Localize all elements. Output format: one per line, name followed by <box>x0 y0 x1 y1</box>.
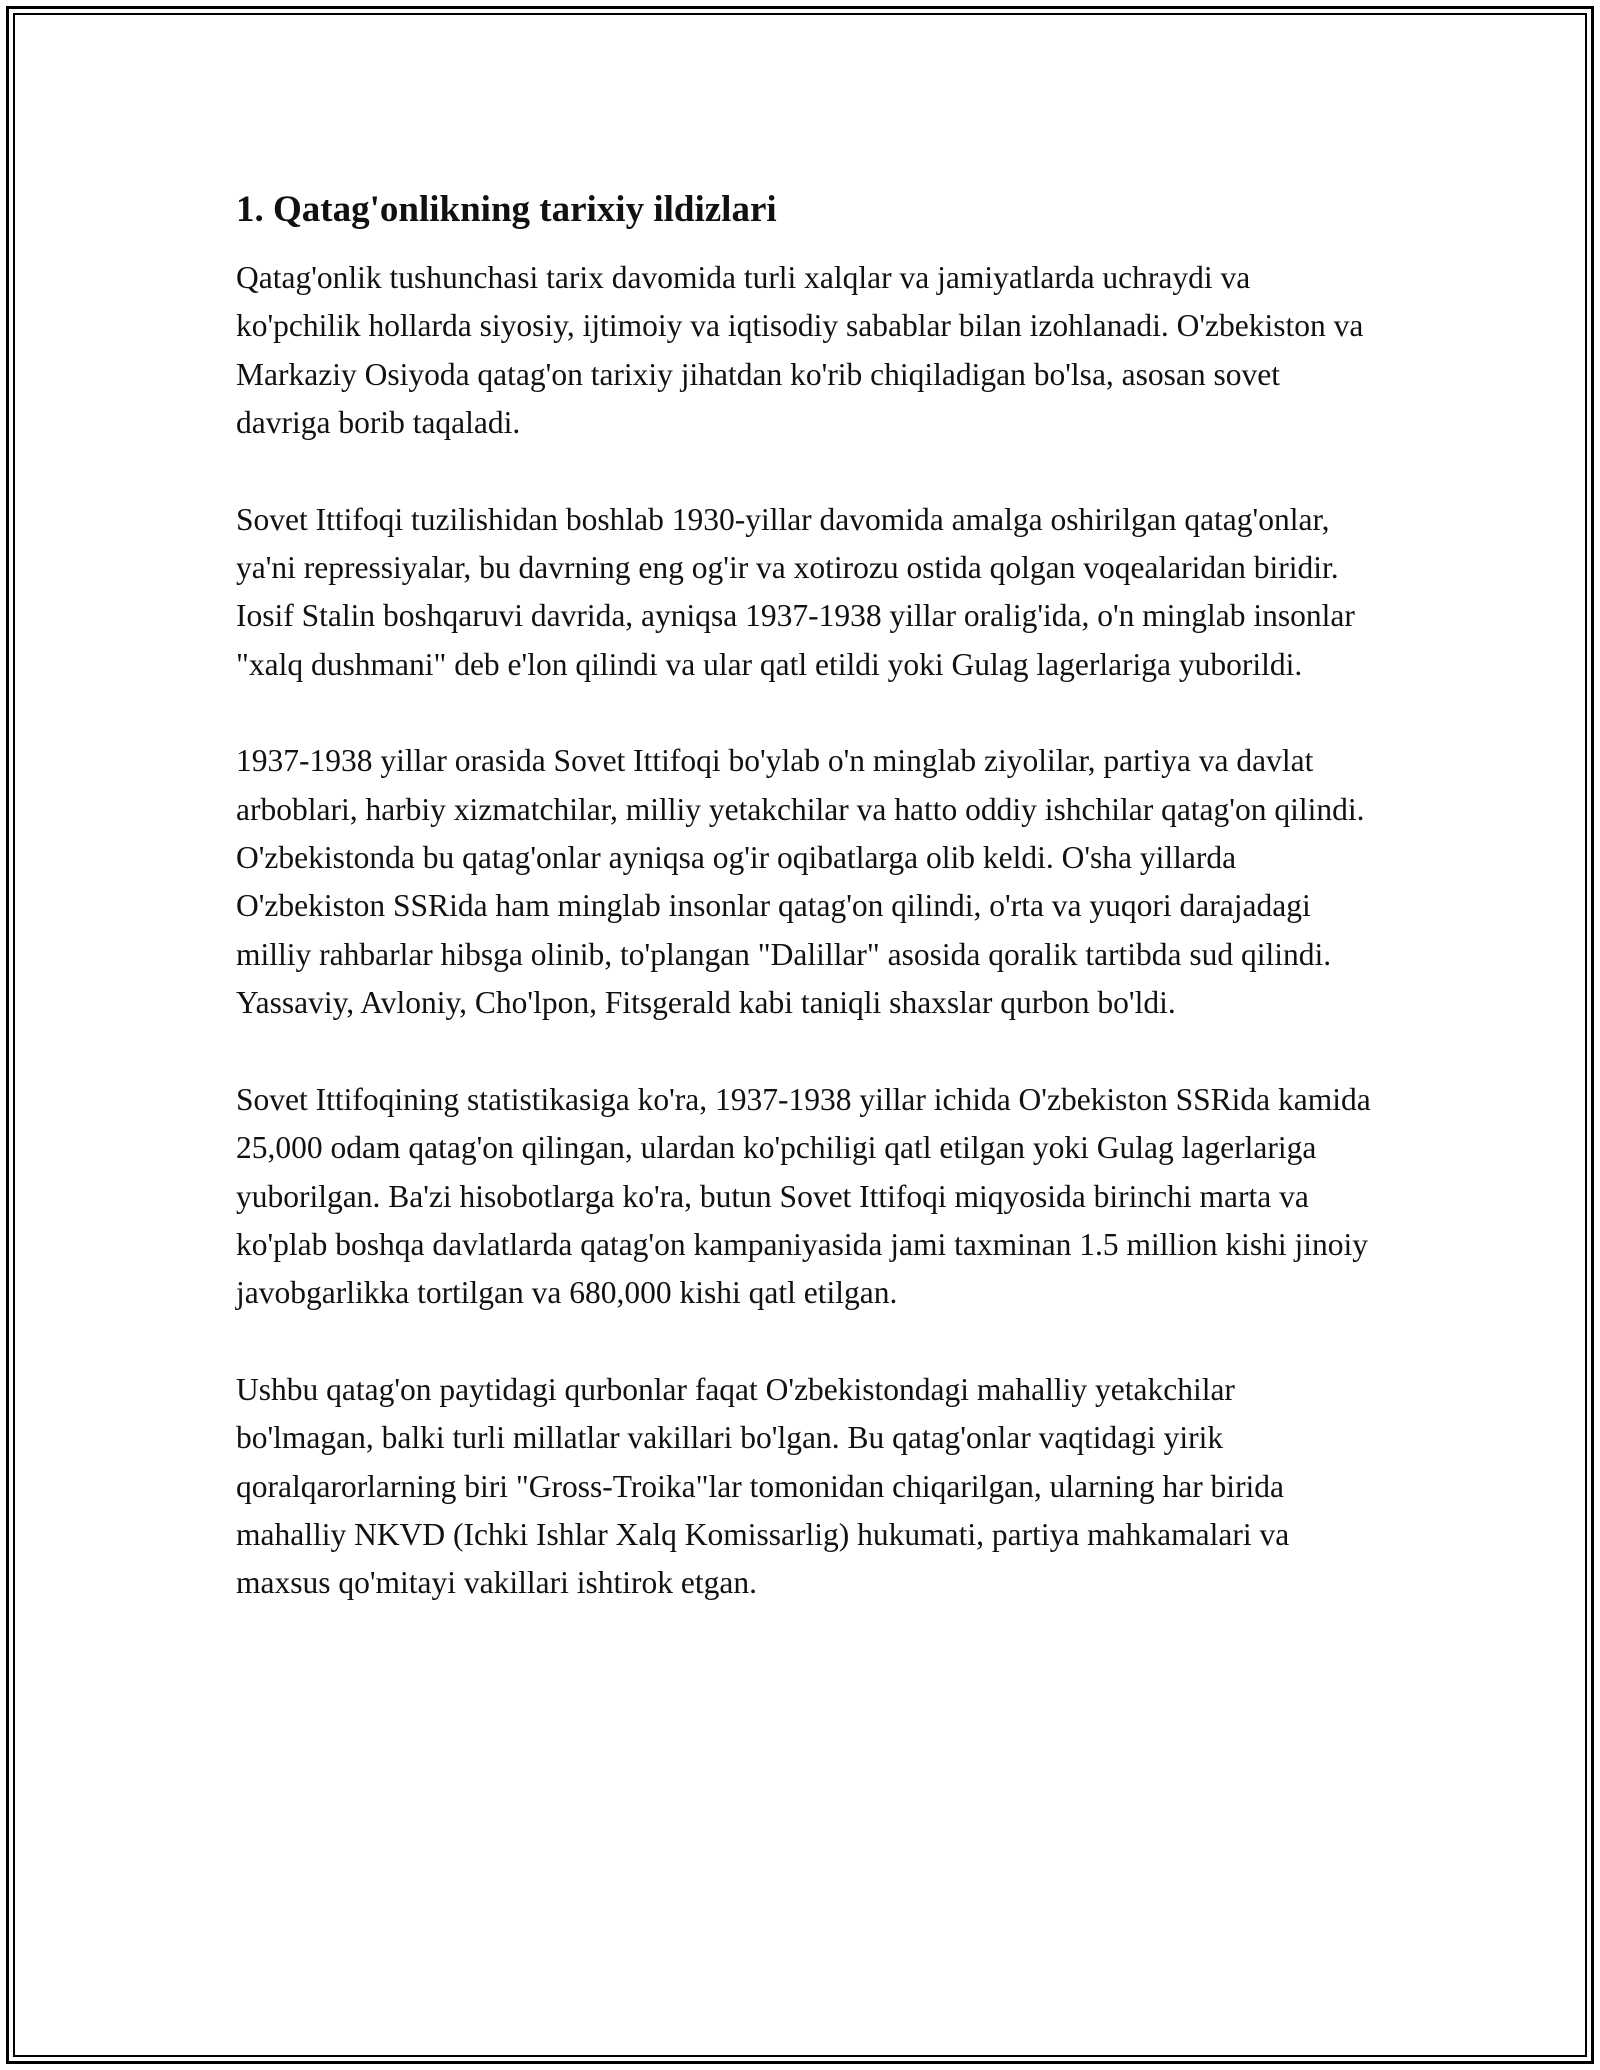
section-heading: 1. Qatag'onlikning tarixiy ildizlari <box>236 189 777 230</box>
paragraph-2: Sovet Ittifoqi tuzilishidan boshlab 1930-yillar davomida amalga oshirilgan qatag'onlar, ya'ni repressiyalar, bu davrning eng og'ir va xotirozu ostida qolgan voqealaridan biridir. Iosif Stalin boshqaruvi davrida, ayniqsa 1937-1938 yillar oralig'ida, o'n minglab insonlar "xalq dushmani" deb e'lon qilindi va ular qatl etildi yoki Gulag lagerlariga yuborildi. <box>236 501 1355 682</box>
paragraph-4: Sovet Ittifoqining statistikasiga ko'ra, 1937-1938 yillar ichida O'zbekiston SSRida kamida 25,000 odam qatag'on qilingan, ulardan ko'pchiligi qatl etilgan yoki Gulag lagerlariga yuborilgan. Ba'zi hisobotlarga ko'ra, butun Sovet Ittifoqi miqyosida birinchi marta va ko'plab boshqa davlatlarda qatag'on kampaniyasida jami taxminan 1.5 million kishi jinoiy javobgarlikka tortilgan va 680,000 kishi qatl etilgan. <box>236 1081 1371 1311</box>
paragraph-3: 1937-1938 yillar orasida Sovet Ittifoqi bo'ylab o'n minglab ziyolilar, partiya va davlat arboblari, harbiy xizmatchilar, milliy yetakchilar va hatto oddiy ishchilar qatag'on qilindi. O'zbekistonda bu qatag'onlar ayniqsa og'ir oqibatlarga olib keldi. O'sha yillarda O'zbekiston SSRida ham minglab insonlar qatag'on qilindi, o'rta va yuqori darajadagi milliy rahbarlar hibsga olinib, to'plangan "Dalillar" asosida qoralik tartibda sud qilindi. Yassaviy, Avloniy, Cho'lpon, Fitsgerald kabi taniqli shaxslar qurbon bo'ldi. <box>236 743 1365 1021</box>
paragraph-5: Ushbu qatag'on paytidagi qurbonlar faqat O'zbekistondagi mahalliy yetakchilar bo'lmagan, balki turli millatlar vakillari bo'lgan. Bu qatag'onlar vaqtidagi yirik qoralqarorlarning biri "Gross-Troika"lar tomonidan chiqarilgan, ularning har birida mahalliy NKVD (Ichki Ishlar Xalq Komissarlig) hukumati, partiya mahkamalari va maxsus qo'mitayi vakillari ishtirok etgan. <box>236 1371 1290 1601</box>
document-body <box>236 186 1376 1656</box>
paragraph-1: Qatag'onlik tushunchasi tarix davomida turli xalqlar va jamiyatlarda uchraydi va ko'pchilik hollarda siyosiy, ijtimoiy va iqtisodiy sabablar bilan izohlanadi. O'zbekiston va Markaziy Osiyoda qatag'on tarixiy jihatdan ko'rib chiqiladigan bo'lsa, asosan sovet davriga borib taqaladi. <box>236 260 1364 441</box>
